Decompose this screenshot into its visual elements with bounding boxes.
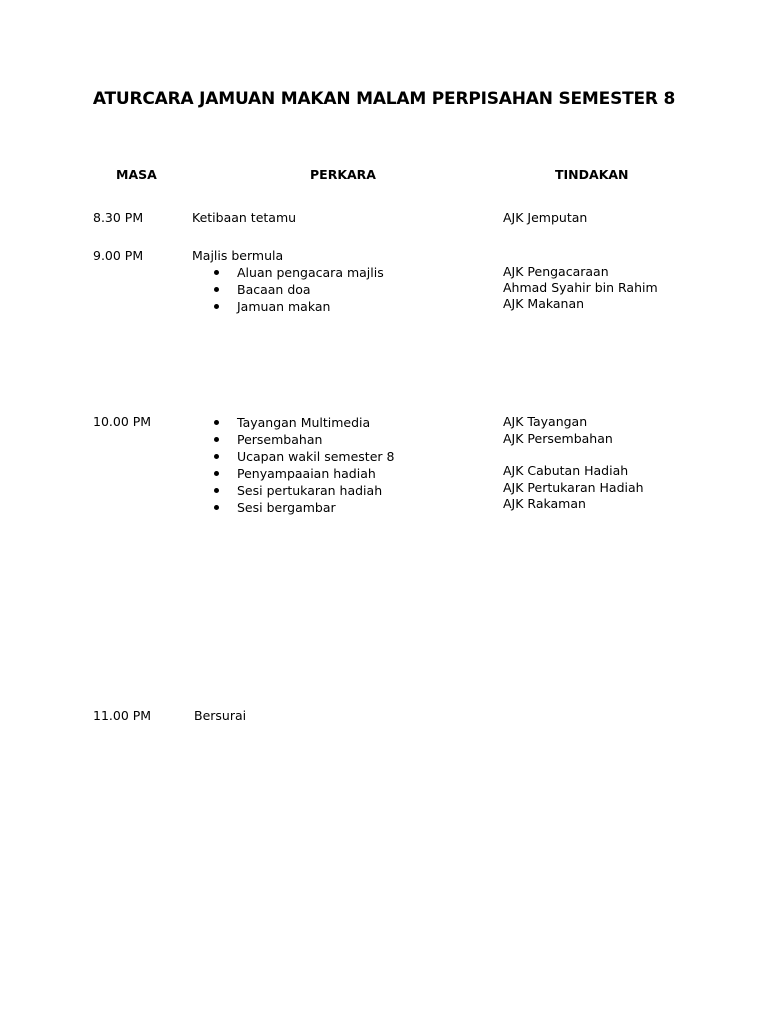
row-3-tindakan-1: AJK Tayangan: [503, 414, 588, 429]
row-3-item-5: [237, 482, 382, 499]
row-3-item-1: [237, 414, 370, 431]
row-2-item-1-text: Aluan pengacara majlis: [237, 265, 384, 280]
row-2-item-2-text: Bacaan doa: [237, 282, 311, 297]
row-1-tindakan-1: AJK Jemputan: [503, 210, 588, 225]
row-3-item-2: [237, 431, 322, 448]
bullet-icon: [214, 488, 219, 493]
row-2-masa: 9.00 PM: [93, 248, 144, 263]
bullet-icon: [214, 420, 219, 425]
row-2-item-1: [237, 264, 384, 281]
document-title: ATURCARA JAMUAN MAKAN MALAM PERPISAHAN SEMESTER 8: [92, 89, 676, 109]
row-2-item-2: [237, 281, 311, 298]
row-3-item-3-text: Ucapan wakil semester 8: [237, 449, 395, 464]
row-1-masa: 8.30 PM: [93, 210, 144, 225]
row-2-item-3-text: Jamuan makan: [237, 299, 331, 314]
row-3-item-1-text: Tayangan Multimedia: [237, 415, 371, 430]
header-masa: MASA: [116, 167, 157, 182]
header-tindakan: TINDAKAN: [555, 167, 629, 182]
row-3-tindakan-4: AJK Cabutan Hadiah: [503, 463, 629, 478]
row-3-masa: 10.00 PM: [93, 414, 152, 429]
bullet-icon: [214, 454, 219, 459]
row-3-tindakan-2: AJK Persembahan: [503, 431, 613, 446]
bullet-icon: [214, 287, 219, 292]
row-4-perkara: Bersurai: [194, 708, 247, 723]
bullet-icon: [214, 471, 219, 476]
bullet-icon: [214, 437, 219, 442]
row-3-item-2-text: Persembahan: [237, 432, 323, 447]
row-3-item-6-text: Sesi bergambar: [237, 500, 336, 515]
header-perkara: PERKARA: [310, 167, 376, 182]
row-3-item-3: [237, 448, 394, 465]
row-2-perkara: Majlis bermula: [192, 248, 284, 263]
bullet-icon: [214, 304, 219, 309]
row-1-perkara: Ketibaan tetamu: [192, 210, 297, 225]
row-2-tindakan-2: Ahmad Syahir bin Rahim: [503, 280, 658, 295]
bullet-icon: [214, 505, 219, 510]
row-3-item-5-text: Sesi pertukaran hadiah: [237, 483, 383, 498]
row-3-tindakan-6: AJK Rakaman: [503, 496, 586, 511]
bullet-icon: [214, 270, 219, 275]
row-3-tindakan-5: AJK Pertukaran Hadiah: [503, 480, 644, 495]
row-3-item-6: [237, 499, 336, 516]
row-2-item-3: [237, 298, 330, 315]
row-2-tindakan-1: AJK Pengacaraan: [503, 264, 609, 279]
row-2-tindakan-3: AJK Makanan: [503, 296, 585, 311]
row-4-masa: 11.00 PM: [93, 708, 152, 723]
row-3-item-4: [237, 465, 376, 482]
row-3-item-4-text: Penyampaaian hadiah: [237, 466, 376, 481]
